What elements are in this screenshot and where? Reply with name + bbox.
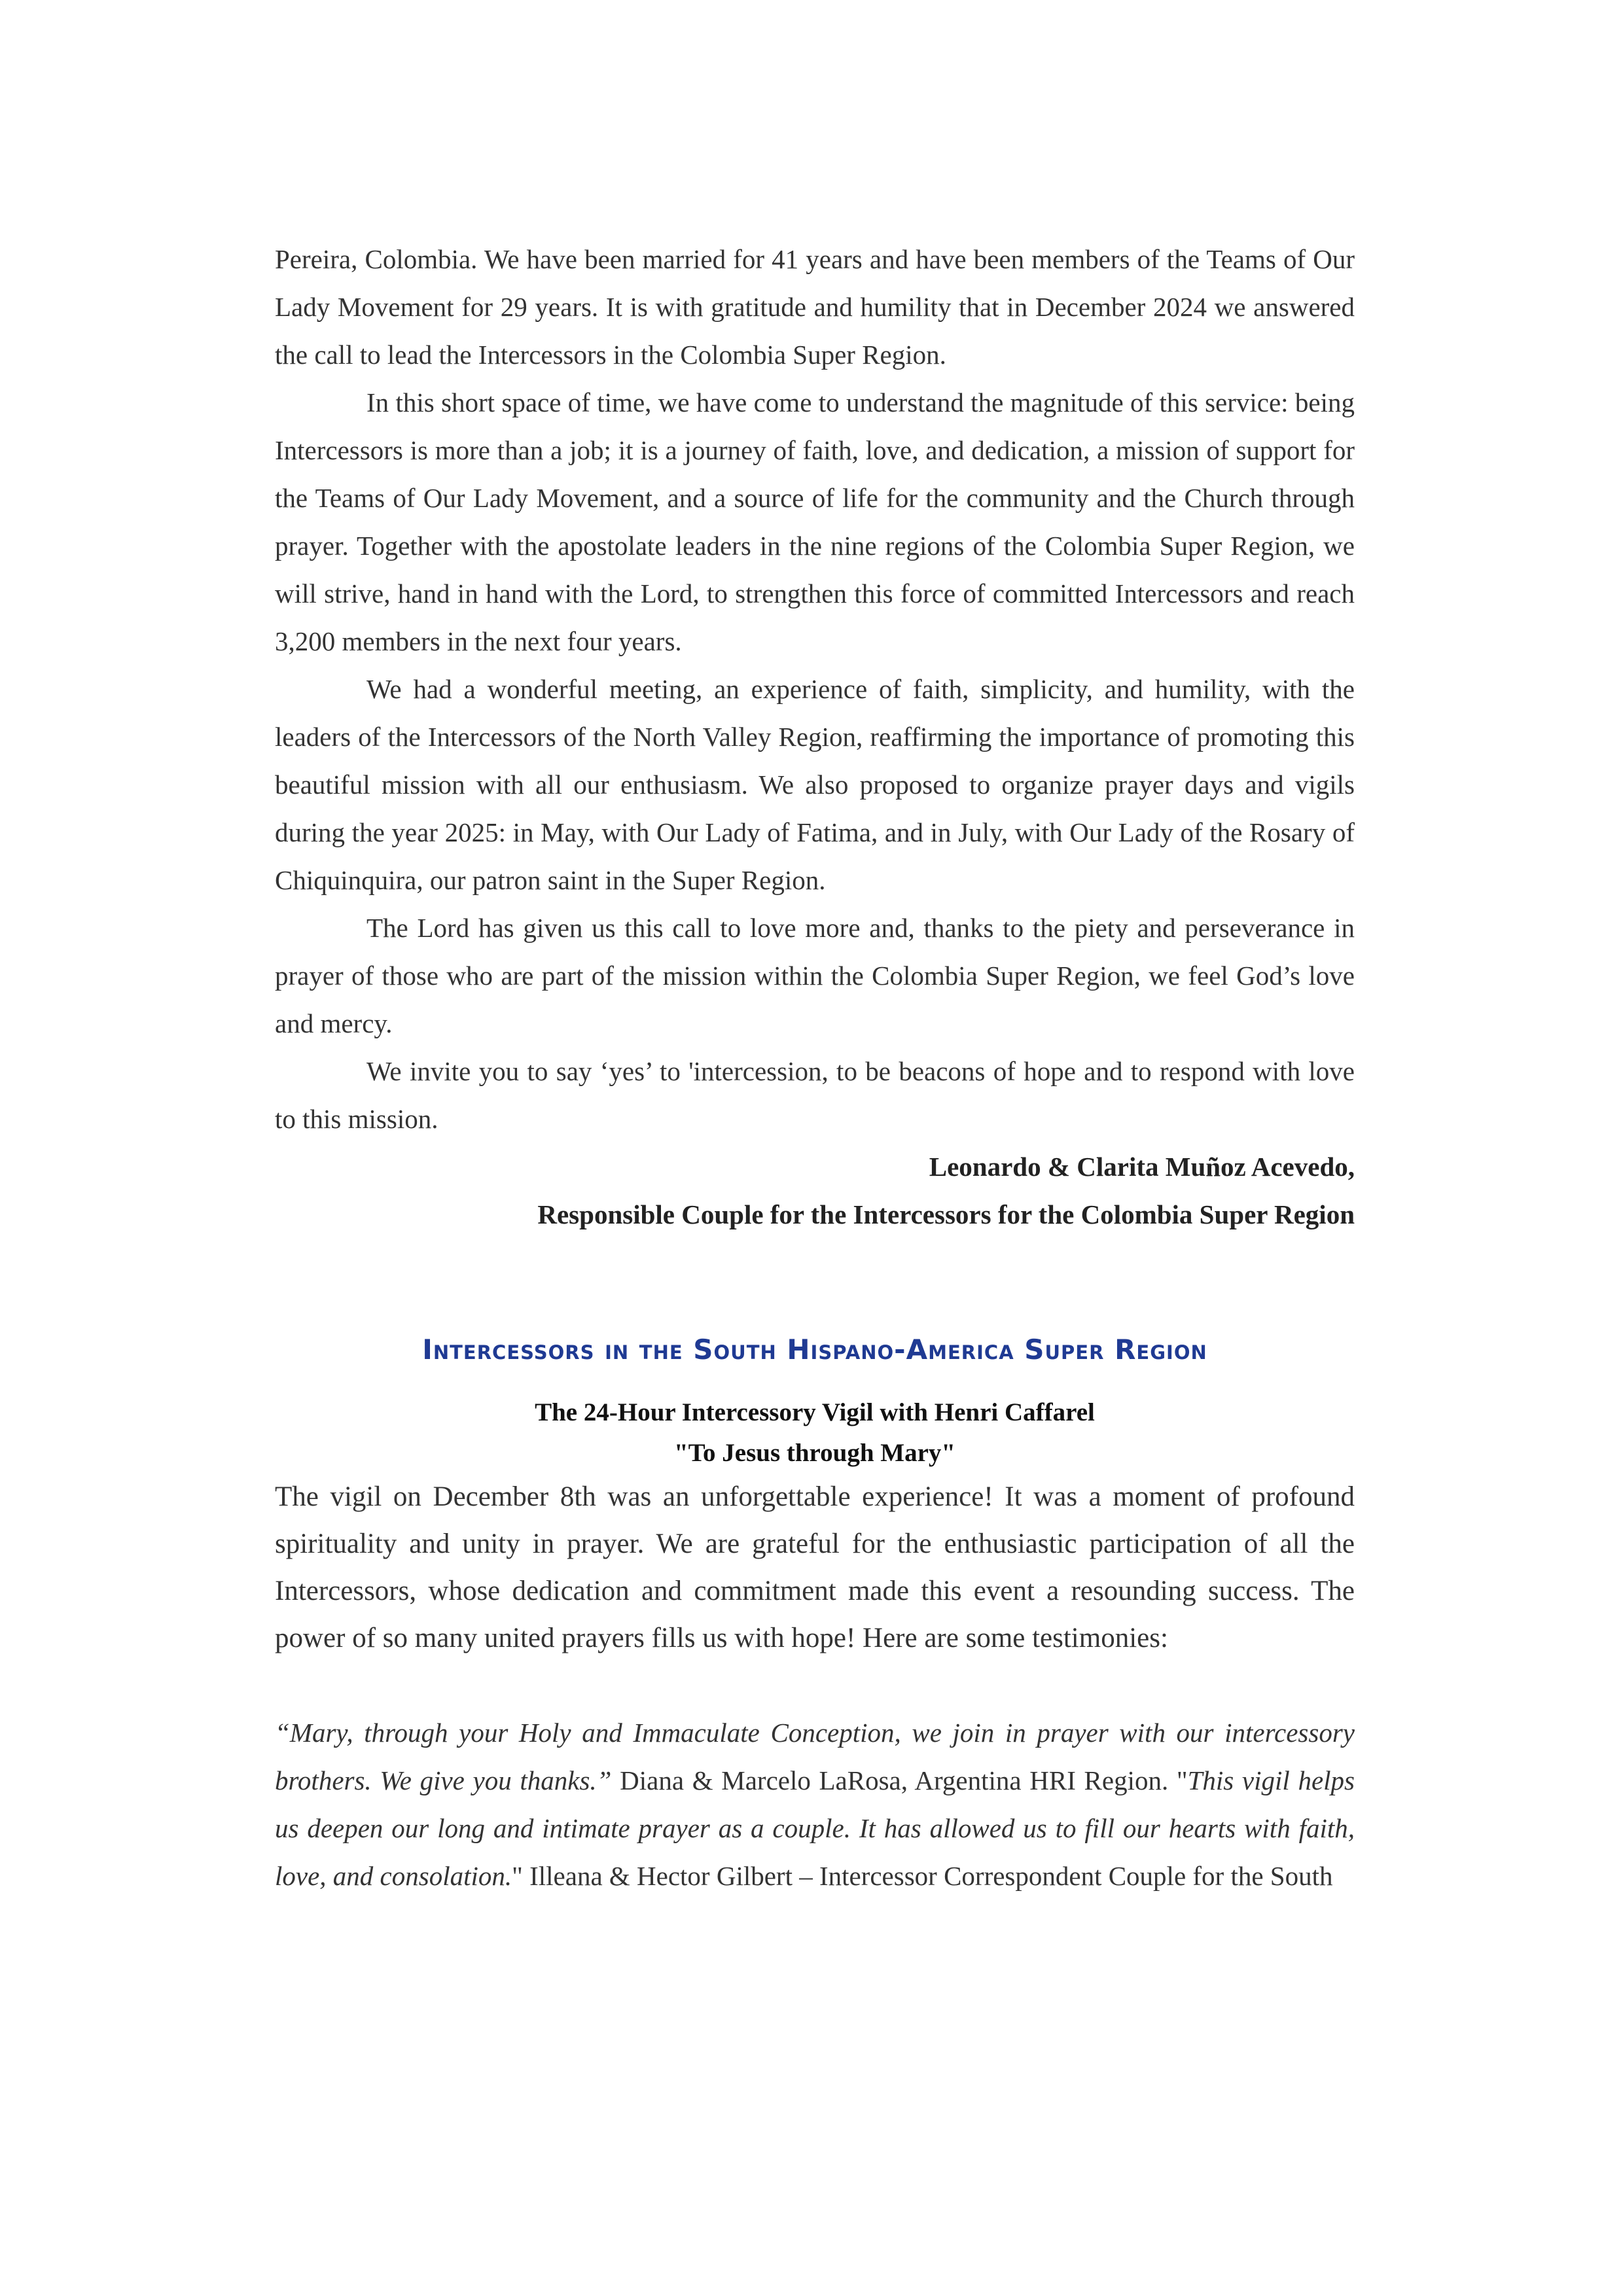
intro-paragraph-5: We invite you to say ‘yes’ to 'intercession, to be beacons of hope and to respond with love to this mission.	[275, 1056, 1355, 1134]
vigil-subtitle: "To Jesus through Mary"	[673, 1438, 956, 1467]
vigil-paragraph: The vigil on December 8th was an unforgettable experience! It was a moment of profound spirituality and unity in prayer. We are grateful for the enthusiastic participation of all the Intercessors, whose dedication and commitment made this event a resounding success. The power of so many united prayers fills us with hope! Here are some testimonies:	[275, 1481, 1355, 1653]
section-heading: Intercessors in the South Hispano-America Super Region	[422, 1333, 1207, 1366]
document-page	[275, 236, 1355, 1900]
intro-paragraph-2: In this short space of time, we have come to understand the magnitude of this service: being Intercessors is more than a job; it is a journey of faith, love, and dedication, a mission of support for the Teams of Our Lady Movement, and a source of life for the community and the Church through prayer. Together with the apostolate leaders in the nine regions of the Colombia Super Region, we will strive, hand in hand with the Lord, to strengthen this force of committed Intercessors and reach 3,200 members in the next four years.	[275, 387, 1355, 656]
intro-paragraph-4: The Lord has given us this call to love more and, thanks to the piety and perseverance in prayer of those who are part of the mission within the Colombia Super Region, we feel God’s love and mercy.	[275, 913, 1355, 1038]
testimony-attribution-2: " Illeana & Hector Gilbert – Intercessor Correspondent Couple for the South	[512, 1860, 1333, 1891]
testimony-quote-2: This vigil helps us deepen our long and intimate prayer as a couple. It has allowed us to fill our hearts with faith, love, and consolation.	[275, 1765, 1355, 1891]
signature-role: Responsible Couple for the Intercessors for the Colombia Super Region	[537, 1199, 1355, 1229]
testimonies-paragraph	[275, 1709, 1355, 1900]
intro-paragraph-3: We had a wonderful meeting, an experience of faith, simplicity, and humility, with the leaders of the Intercessors of the North Valley Region, reaffirming the importance of promoting this beautiful mission with all our enthusiasm. We also proposed to organize prayer days and vigils during the year 2025: in May, with Our Lady of Fatima, and in July, with Our Lady of the Rosary of Chiquinquira, our patron saint in the Super Region.	[275, 674, 1355, 895]
testimony-attribution-1: Diana & Marcelo LaRosa, Argentina HRI Region. "	[611, 1765, 1188, 1795]
intro-paragraph-1: Pereira, Colombia. We have been married for 41 years and have been members of the Teams of Our Lady Movement for 29 years. It is with gratitude and humility that in December 2024 we answered the call to lead the Intercessors in the Colombia Super Region.	[275, 244, 1355, 370]
signature-names: Leonardo & Clarita Muñoz Acevedo,	[929, 1152, 1355, 1182]
testimony-quote-1: “Mary, through your Holy and Immaculate Conception, we join in prayer with our intercessory brothers. We give you thanks.”	[275, 1717, 1355, 1795]
vigil-title: The 24-Hour Intercessory Vigil with Henri Caffarel	[535, 1398, 1095, 1426]
